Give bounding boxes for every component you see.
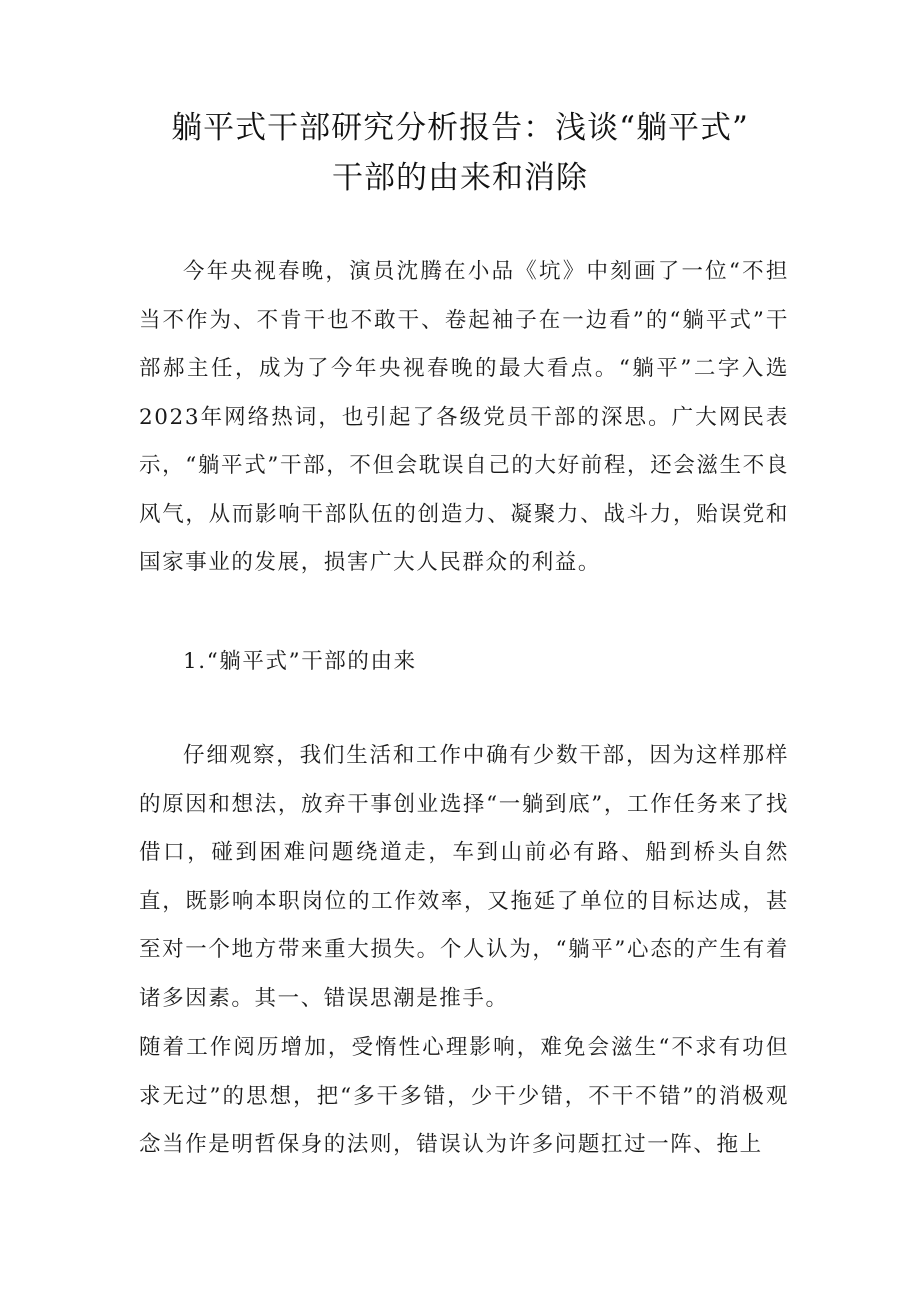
document-title-line-1: 躺平式干部研究分析报告：浅谈“躺平式” bbox=[171, 110, 749, 146]
paragraph-intro: 今年央视春晚，演员沈腾在小品《坑》中刻画了一位“不担当不作为、不肯干也不敢干、卷起袖子在一边看”的“躺平式”干部郝主任，成为了今年央视春晚的最大看点。“躺平”二字入选2023年网络热词，也引起了各级党员干部的深思。广大网民表示，“躺平式”干部，不但会耽误自己的大好前程，还会滋生不良风气，从而影响干部队伍的创造力、凝聚力、战斗力，贻误党和国家事业的发展，损害广大人民群众的利益。 bbox=[139, 259, 789, 575]
document-title-line-2: 干部的由来和消除 bbox=[332, 160, 588, 196]
paragraph-continuation: 随着工作阅历增加，受惰性心理影响，难免会滋生“不求有功但求无过”的思想，把“多干多错，少干少错，不干不错”的消极观念当作是明哲保身的法则，错误认为许多问题扛过一阵、拖上 bbox=[139, 1035, 789, 1157]
paragraph-origin: 仔细观察，我们生活和工作中确有少数干部，因为这样那样的原因和想法，放弃干事创业选择“一躺到底”，工作任务来了找借口，碰到困难问题绕道走，车到山前必有路、船到桥头自然直，既影响本职岗位的工作效率，又拖延了单位的目标达成，甚至对一个地方带来重大损失。个人认为，“躺平”心态的产生有着诸多因素。其一、错误思潮是推手。 bbox=[139, 743, 789, 1011]
section-heading-1: 1.“躺平式”干部的由来 bbox=[183, 649, 417, 674]
